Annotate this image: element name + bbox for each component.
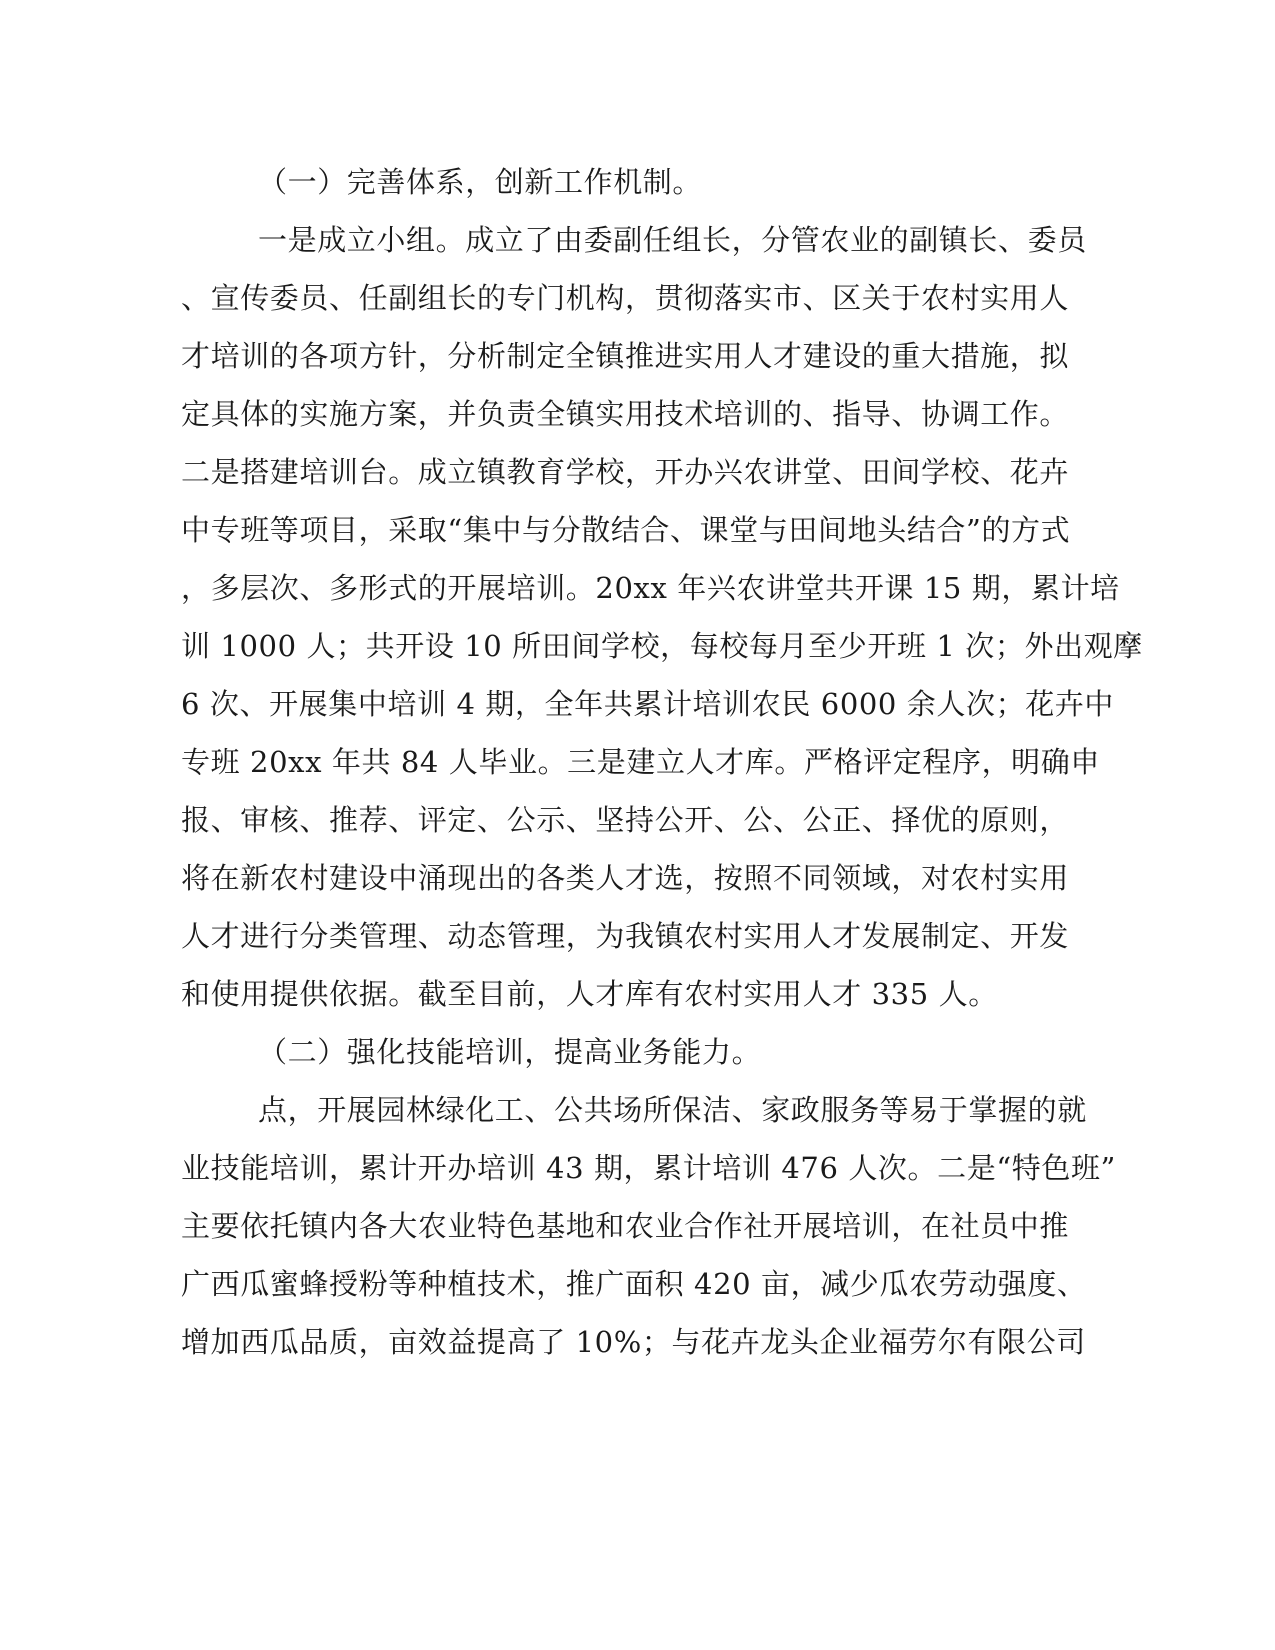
paragraph-line: 才培训的各项方针，分析制定全镇推进实用人才建设的重大措施，拟 <box>181 339 1070 373</box>
section-heading-2: （二）强化技能培训，提高业务能力。 <box>258 1035 762 1069</box>
paragraph-line: 二是搭建培训台。成立镇教育学校，开办兴农讲堂、田间学校、花卉 <box>181 455 1070 489</box>
paragraph-line: 增加西瓜品质，亩效益提高了 10%；与花卉龙头企业福劳尔有限公司 <box>181 1325 1086 1359</box>
paragraph-line: 一是成立小组。成立了由委副任组长，分管农业的副镇长、委员 <box>258 223 1087 257</box>
paragraph-line: 广西瓜蜜蜂授粉等种植技术，推广面积 420 亩，减少瓜农劳动强度、 <box>181 1267 1087 1301</box>
section-heading-1: （一）完善体系，创新工作机制。 <box>258 165 703 199</box>
paragraph-line: ，多层次、多形式的开展培训。20xx 年兴农讲堂共开课 15 期，累计培 <box>181 571 1120 605</box>
paragraph-line: 报、审核、推荐、评定、公示、坚持公开、公、公正、择优的原则， <box>181 803 1070 837</box>
paragraph-line: 点，开展园林绿化工、公共场所保洁、家政服务等易于掌握的就 <box>258 1093 1087 1127</box>
paragraph-line: 和使用提供依据。截至目前，人才库有农村实用人才 335 人。 <box>181 977 998 1011</box>
paragraph-line: 将在新农村建设中涌现出的各类人才选，按照不同领域，对农村实用 <box>181 861 1070 895</box>
paragraph-line: 训 1000 人；共开设 10 所田间学校，每校每月至少开班 1 次；外出观摩 <box>181 629 1143 663</box>
paragraph-line: 6 次、开展集中培训 4 期，全年共累计培训农民 6000 余人次；花卉中 <box>181 687 1114 721</box>
paragraph-line: 专班 20xx 年共 84 人毕业。三是建立人才库。严格评定程序，明确申 <box>181 745 1100 779</box>
paragraph-line: 中专班等项目，采取“集中与分散结合、课堂与田间地头结合”的方式 <box>181 513 1071 547</box>
paragraph-line: 业技能培训，累计开办培训 43 期，累计培训 476 人次。二是“特色班” <box>181 1151 1116 1185</box>
paragraph-line: 定具体的实施方案，并负责全镇实用技术培训的、指导、协调工作。 <box>181 397 1070 431</box>
paragraph-line: 人才进行分类管理、动态管理，为我镇农村实用人才发展制定、开发 <box>181 919 1070 953</box>
paragraph-line: 主要依托镇内各大农业特色基地和农业合作社开展培训，在社员中推 <box>181 1209 1070 1243</box>
paragraph-line: 、宣传委员、任副组长的专门机构，贯彻落实市、区关于农村实用人 <box>181 281 1070 315</box>
